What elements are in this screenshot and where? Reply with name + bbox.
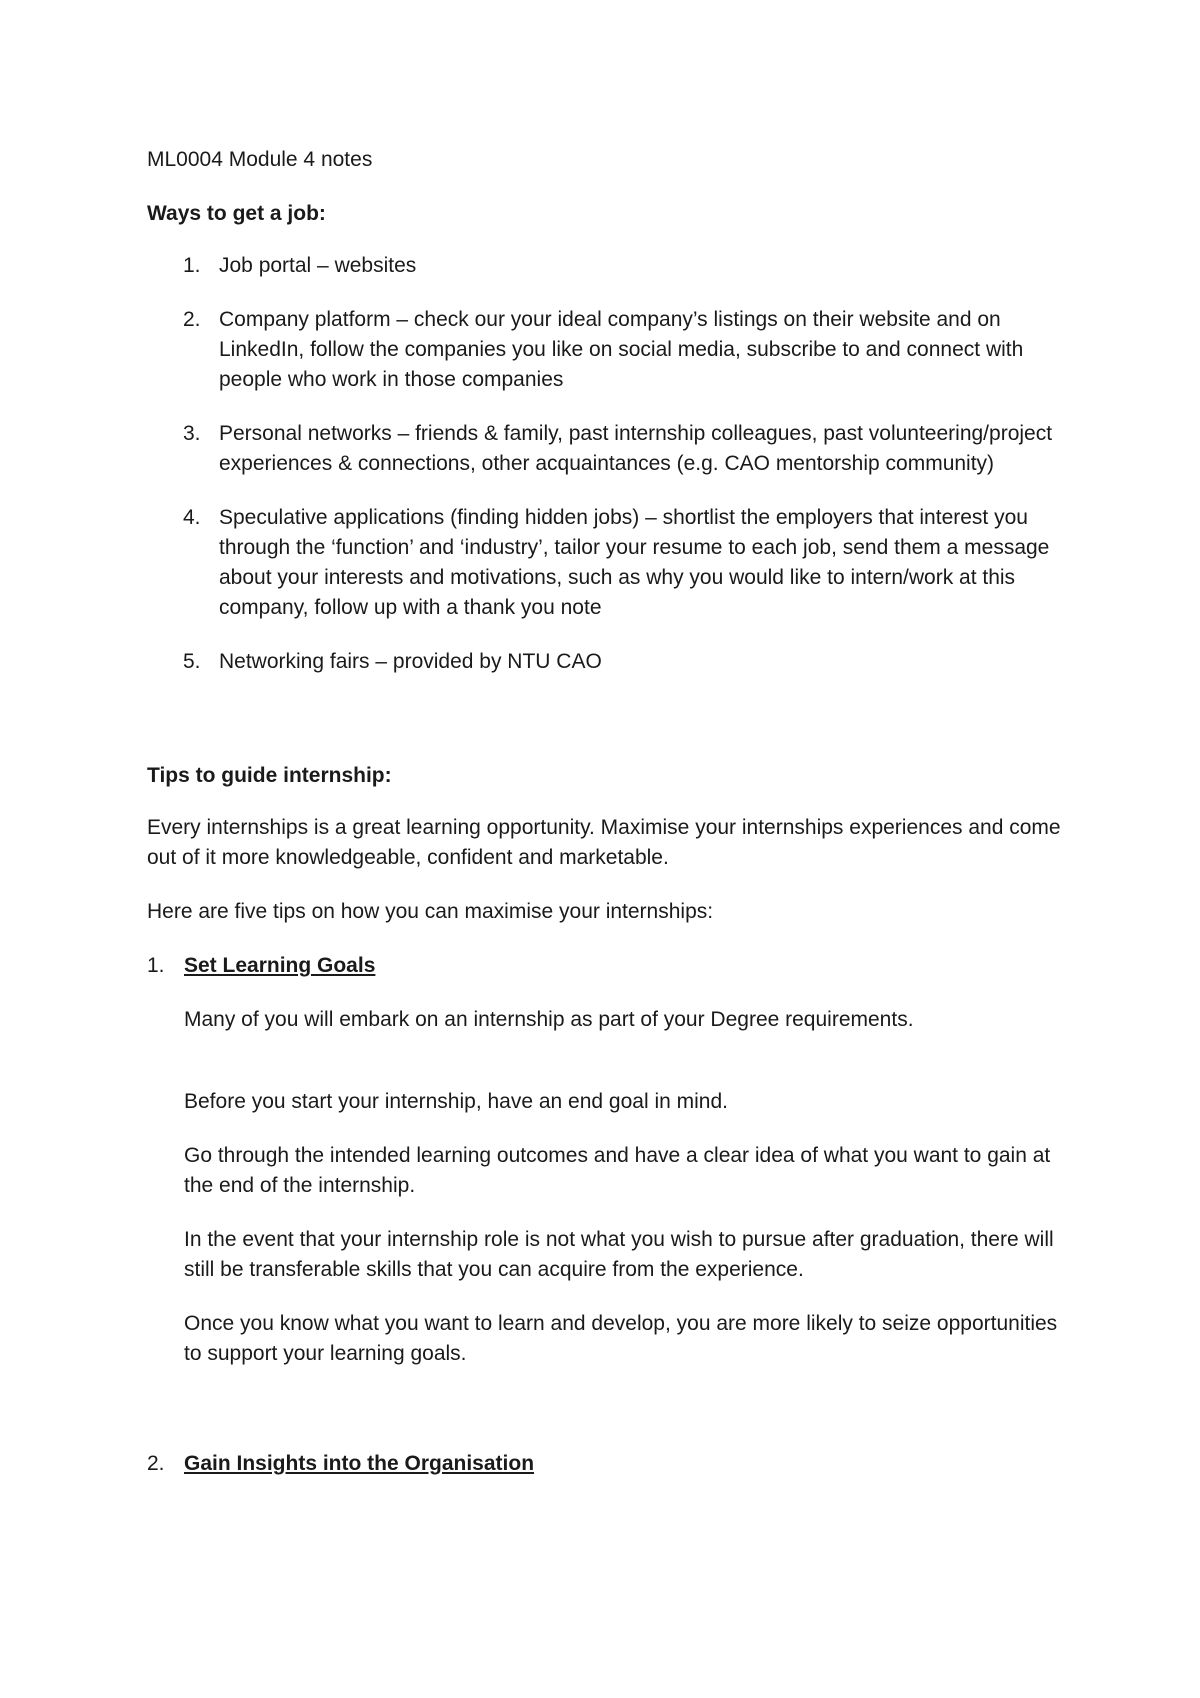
list-text: Speculative applications (finding hidden jobs) – shortlist the employers that interest you through the ‘function’ and ‘industry’, tailor your resume to each job, send them a message about your interests and motivations, such as why you would like to intern/work at this company, follow up with a thank you note <box>219 506 1050 619</box>
list-text: Job portal – websites <box>219 254 417 277</box>
tip-heading-1 <box>147 951 1080 981</box>
section-spacer <box>147 1393 1080 1449</box>
paragraph-spacer <box>184 1059 1080 1087</box>
tip-title: Set Learning Goals <box>184 954 376 977</box>
tips-heading: Tips to guide internship: <box>147 764 392 787</box>
intro-paragraph: Here are five tips on how you can maximise your internships: <box>147 900 714 923</box>
ways-list <box>147 251 1080 677</box>
section-spacer <box>147 701 1080 761</box>
tip-title: Gain Insights into the Organisation <box>184 1452 535 1475</box>
list-number: 4. <box>183 506 201 529</box>
tip-number: 2. <box>147 1452 165 1475</box>
ways-heading: Ways to get a job: <box>147 202 326 225</box>
tip-number: 1. <box>147 954 165 977</box>
document-title: ML0004 Module 4 notes <box>147 148 373 171</box>
tip-heading-2 <box>147 1449 1080 1479</box>
tip-paragraph: Go through the intended learning outcomes and have a clear idea of what you want to gain at the end of the internship. <box>184 1144 1051 1197</box>
list-item <box>147 305 1080 395</box>
list-text: Company platform – check our your ideal company’s listings on their website and on LinkedIn, follow the companies you like on social media, subscribe to and connect with people who work in those companies <box>219 308 1024 391</box>
tip-paragraph: Before you start your internship, have an end goal in mind. <box>184 1090 728 1113</box>
list-number: 2. <box>183 308 201 331</box>
tip-paragraph: In the event that your internship role is not what you wish to pursue after graduation, there will still be transferable skills that you can acquire from the experience. <box>184 1228 1054 1281</box>
tip-paragraph: Once you know what you want to learn and develop, you are more likely to seize opportunities to support your learning goals. <box>184 1312 1058 1365</box>
list-item <box>147 251 1080 281</box>
list-item <box>147 503 1080 623</box>
list-text: Personal networks – friends & family, past internship colleagues, past volunteering/project experiences & connections, other acquaintances (e.g. CAO mentorship community) <box>219 422 1053 475</box>
list-number: 3. <box>183 422 201 445</box>
list-number: 5. <box>183 650 201 673</box>
intro-paragraph: Every internships is a great learning opportunity. Maximise your internships experiences and come out of it more knowledgeable, confident and marketable. <box>147 816 1061 869</box>
list-item <box>147 647 1080 677</box>
list-number: 1. <box>183 254 201 277</box>
list-item <box>147 419 1080 479</box>
tip-paragraph: Many of you will embark on an internship as part of your Degree requirements. <box>184 1008 914 1031</box>
list-text: Networking fairs – provided by NTU CAO <box>219 650 602 673</box>
tip-body-1 <box>147 1005 1080 1369</box>
